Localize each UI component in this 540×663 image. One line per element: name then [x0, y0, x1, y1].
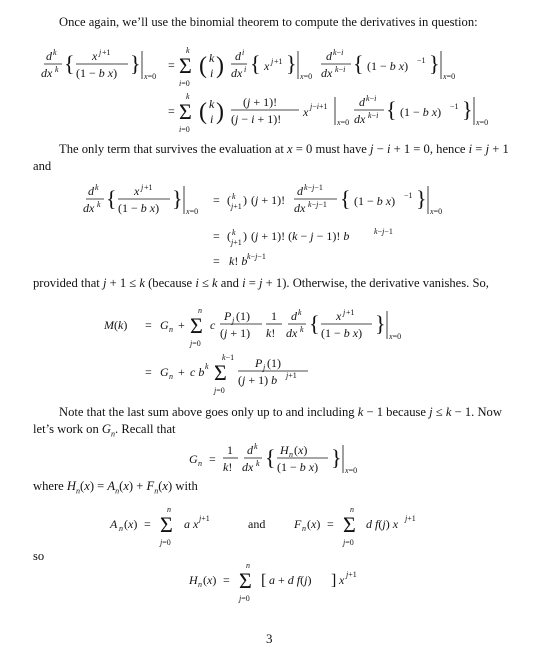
- svg-text:+1: +1: [102, 48, 111, 57]
- svg-text:j: j: [343, 308, 346, 317]
- svg-text:d: d: [88, 184, 94, 198]
- svg-text:−1: −1: [450, 102, 459, 111]
- svg-text:k: k: [209, 51, 215, 65]
- svg-text:j=0: j=0: [190, 339, 201, 348]
- svg-text:G: G: [160, 318, 169, 332]
- svg-text:d: d: [359, 95, 365, 109]
- svg-text:(j + 1)!: (j + 1)!: [243, 95, 278, 109]
- svg-text:n: n: [246, 561, 250, 570]
- svg-text:dx: dx: [41, 66, 53, 80]
- svg-text:i: i: [210, 112, 214, 126]
- equation-3a: [100, 301, 450, 355]
- svg-text:−1: −1: [404, 191, 413, 200]
- svg-text:]: ]: [331, 572, 337, 589]
- svg-text:n: n: [350, 505, 354, 514]
- svg-text:dx: dx: [286, 326, 298, 340]
- equation-5: [100, 502, 440, 554]
- svg-text:d: d: [235, 49, 241, 63]
- svg-text:j+1: j+1: [405, 514, 416, 523]
- svg-text:j+1: j+1: [346, 570, 357, 579]
- svg-text:k: k: [232, 192, 236, 201]
- svg-text:k!: k!: [223, 460, 233, 474]
- svg-text:Σ: Σ: [179, 53, 192, 78]
- svg-text:x=0: x=0: [300, 72, 313, 81]
- svg-text:Σ: Σ: [214, 360, 227, 385]
- svg-text:x: x: [339, 573, 345, 587]
- svg-text:=: =: [327, 517, 334, 531]
- svg-text:j−i+1: j−i+1: [310, 102, 328, 111]
- svg-text:): ): [216, 99, 224, 125]
- svg-text:x=0: x=0: [443, 72, 456, 81]
- svg-text:(: (: [227, 193, 231, 207]
- svg-text:x: x: [264, 59, 270, 73]
- svg-text:}: }: [331, 445, 342, 470]
- svg-text:k−i: k−i: [368, 111, 379, 120]
- svg-text:}: }: [286, 51, 297, 76]
- svg-text:(1 − b x): (1 − b x): [354, 194, 396, 208]
- svg-text:k: k: [53, 48, 57, 57]
- svg-text:(x): (x): [294, 443, 308, 457]
- svg-text:n: n: [169, 372, 173, 381]
- svg-text:G: G: [189, 452, 198, 466]
- svg-text:M(k): M(k): [104, 318, 128, 332]
- svg-text:=: =: [168, 104, 175, 118]
- svg-text:(: (: [199, 99, 207, 125]
- svg-text:a x: a x: [184, 517, 199, 531]
- svg-text:k: k: [97, 200, 101, 209]
- svg-text:P: P: [224, 309, 232, 323]
- svg-text:x=0: x=0: [345, 466, 358, 475]
- svg-text:(j + 1): (j + 1): [220, 326, 251, 340]
- equation-2a: [75, 178, 505, 226]
- equation-2b: [75, 224, 505, 252]
- svg-text:j+1: j+1: [199, 514, 210, 523]
- svg-text:x=0: x=0: [186, 207, 199, 216]
- svg-text:}: }: [462, 97, 473, 122]
- svg-text:{: {: [309, 311, 320, 336]
- svg-text:): ): [216, 53, 224, 79]
- svg-text:dx: dx: [354, 112, 366, 126]
- svg-text:+: +: [178, 318, 185, 332]
- svg-text:=: =: [209, 452, 216, 466]
- svg-text:(1 − b x): (1 − b x): [400, 105, 442, 119]
- svg-text:j=0: j=0: [239, 594, 250, 603]
- svg-text:k−1: k−1: [222, 353, 235, 362]
- svg-text:d: d: [326, 49, 332, 63]
- svg-text:k−j−1: k−j−1: [247, 252, 266, 261]
- svg-text:a + d f(j): a + d f(j): [269, 573, 312, 587]
- svg-text:d: d: [46, 49, 52, 63]
- svg-text:H: H: [280, 443, 289, 457]
- svg-text:{: {: [64, 51, 75, 76]
- svg-text:[: [: [261, 572, 267, 589]
- svg-text:}: }: [172, 186, 183, 211]
- svg-text:=: =: [213, 193, 220, 207]
- svg-text:(1): (1): [236, 309, 250, 323]
- svg-text:}: }: [375, 311, 386, 336]
- svg-text:): ): [243, 193, 247, 207]
- svg-text:j=0: j=0: [343, 538, 354, 547]
- svg-text:d: d: [291, 309, 297, 323]
- svg-text:(1 − b x): (1 − b x): [76, 66, 118, 80]
- equation-6: [185, 558, 425, 610]
- svg-text:(: (: [227, 229, 231, 243]
- svg-text:{: {: [106, 186, 117, 211]
- equation-2c: [75, 249, 505, 275]
- svg-text:Σ: Σ: [190, 313, 203, 338]
- svg-text:k−i: k−i: [333, 48, 344, 57]
- svg-text:n: n: [302, 524, 306, 533]
- svg-text:j=0: j=0: [214, 386, 225, 395]
- svg-text:i=0: i=0: [179, 125, 190, 134]
- svg-text:=: =: [145, 365, 152, 379]
- paragraph-note: Note that the last sum above goes only up to and including k − 1 because j ≤ k − 1. Now let’s work on $G_n$. Recall that: [33, 405, 502, 439]
- svg-text:c: c: [210, 318, 216, 332]
- svg-text:j+1: j+1: [231, 202, 242, 211]
- svg-text:n: n: [167, 505, 171, 514]
- svg-text:x=0: x=0: [389, 332, 402, 341]
- svg-text:k−i: k−i: [366, 94, 377, 103]
- svg-text:x=0: x=0: [144, 72, 157, 81]
- svg-text:i: i: [244, 65, 247, 74]
- svg-text:{: {: [353, 51, 364, 76]
- svg-text:H: H: [189, 573, 198, 587]
- svg-text:x=0: x=0: [476, 118, 489, 127]
- svg-text:=: =: [145, 318, 152, 332]
- svg-text:x=0: x=0: [430, 207, 443, 216]
- paragraph-intro: Once again, we’ll use the binomial theorem to compute the derivatives in question:: [59, 15, 478, 29]
- svg-text:j+1: j+1: [286, 371, 297, 380]
- svg-text:k: k: [186, 92, 190, 101]
- svg-text:(j − i + 1)!: (j − i + 1)!: [231, 112, 282, 126]
- svg-text:k: k: [254, 442, 258, 451]
- svg-text:i=0: i=0: [179, 79, 190, 88]
- svg-text:n: n: [169, 325, 173, 334]
- svg-text:{: {: [340, 186, 351, 211]
- svg-text:k! b: k! b: [229, 254, 248, 268]
- svg-text:and: and: [248, 517, 266, 531]
- svg-text:dx: dx: [294, 201, 306, 215]
- svg-text:k!: k!: [266, 326, 276, 340]
- svg-text:k: k: [256, 459, 260, 468]
- svg-text:G: G: [160, 365, 169, 379]
- page-number: 3: [266, 631, 273, 646]
- svg-text:k: k: [300, 325, 304, 334]
- svg-text:dx: dx: [231, 66, 243, 80]
- svg-text:(j + 1) b: (j + 1) b: [238, 373, 278, 387]
- svg-text:k: k: [186, 46, 190, 55]
- svg-text:(1 − b x): (1 − b x): [321, 326, 363, 340]
- svg-text:(j + 1)! (k − j − 1)! b: (j + 1)! (k − j − 1)! b: [251, 229, 350, 243]
- svg-text:{: {: [386, 97, 397, 122]
- svg-text:}: }: [416, 186, 427, 211]
- svg-text:j: j: [271, 57, 274, 66]
- svg-text:F: F: [294, 517, 302, 531]
- svg-text:(1 − b x): (1 − b x): [118, 201, 160, 215]
- equation-4: [185, 437, 405, 489]
- svg-text:n: n: [198, 306, 202, 315]
- svg-text:n: n: [198, 459, 202, 468]
- svg-text:j: j: [263, 363, 266, 372]
- svg-text:=: =: [213, 254, 220, 268]
- svg-text:dx: dx: [242, 460, 254, 474]
- svg-text:k−i: k−i: [335, 65, 346, 74]
- svg-text:k: k: [209, 97, 215, 111]
- svg-text:dx: dx: [83, 201, 95, 215]
- svg-text:j: j: [99, 48, 102, 57]
- svg-text:−1: −1: [417, 56, 426, 65]
- svg-text:(1 − b x): (1 − b x): [367, 59, 409, 73]
- svg-text:=: =: [213, 229, 220, 243]
- svg-text:(x): (x): [124, 517, 138, 531]
- svg-text:Σ: Σ: [179, 99, 192, 124]
- svg-text:i: i: [242, 48, 245, 57]
- svg-text:): ): [243, 229, 247, 243]
- svg-text:n: n: [198, 580, 202, 589]
- svg-text:d: d: [247, 443, 253, 457]
- svg-text:c b: c b: [190, 365, 205, 379]
- svg-text:{: {: [265, 445, 276, 470]
- svg-text:d f(j) x: d f(j) x: [366, 517, 399, 531]
- svg-text:(x): (x): [307, 517, 321, 531]
- svg-text:i: i: [210, 66, 214, 80]
- svg-text:(: (: [199, 53, 207, 79]
- svg-text:x: x: [92, 49, 98, 63]
- svg-text:k: k: [232, 228, 236, 237]
- svg-text:A: A: [110, 517, 118, 531]
- svg-text:{: {: [250, 51, 261, 76]
- svg-text:1: 1: [227, 443, 233, 457]
- svg-text:=: =: [144, 517, 151, 531]
- svg-text:+: +: [178, 365, 185, 379]
- svg-text:k: k: [95, 183, 99, 192]
- paragraph-provided: provided that j + 1 ≤ k (because i ≤ k and i = j + 1). Otherwise, the derivative vanishes. So,: [33, 276, 489, 290]
- svg-text:k−j−1: k−j−1: [308, 200, 327, 209]
- svg-text:(x): (x): [203, 573, 217, 587]
- svg-text:j: j: [141, 183, 144, 192]
- svg-text:}: }: [429, 51, 440, 76]
- svg-text:+1: +1: [346, 308, 355, 317]
- svg-text:d: d: [297, 184, 303, 198]
- svg-text:(1 − b x): (1 − b x): [277, 460, 319, 474]
- svg-text:+1: +1: [144, 183, 153, 192]
- equation-1b: [33, 87, 533, 141]
- svg-text:j=0: j=0: [160, 538, 171, 547]
- svg-text:n: n: [119, 524, 123, 533]
- svg-text:k: k: [298, 308, 302, 317]
- svg-text:x: x: [303, 105, 309, 119]
- svg-text:x=0: x=0: [337, 118, 350, 127]
- svg-text:=: =: [168, 58, 175, 72]
- svg-text:Σ: Σ: [160, 512, 173, 537]
- svg-text:k: k: [205, 362, 209, 371]
- svg-text:Σ: Σ: [239, 568, 252, 593]
- svg-text:k−j−1: k−j−1: [374, 227, 393, 236]
- svg-text:j+1: j+1: [231, 238, 242, 247]
- svg-text:x: x: [336, 309, 342, 323]
- svg-text:}: }: [130, 51, 141, 76]
- svg-text:dx: dx: [321, 66, 333, 80]
- svg-text:+1: +1: [274, 57, 283, 66]
- svg-text:1: 1: [271, 309, 277, 323]
- svg-text:P: P: [255, 356, 263, 370]
- svg-text:=: =: [223, 573, 230, 587]
- svg-text:j: j: [232, 316, 235, 325]
- paragraph-so: so: [33, 549, 45, 563]
- svg-text:n: n: [289, 450, 293, 459]
- svg-text:Σ: Σ: [343, 512, 356, 537]
- svg-text:k−j−1: k−j−1: [304, 183, 323, 192]
- paragraph-survives: The only term that survives the evaluation at x = 0 must have j − i + 1 = 0, hence i = j + 1 and: [33, 142, 509, 173]
- svg-text:k: k: [55, 65, 59, 74]
- svg-text:(1): (1): [267, 356, 281, 370]
- equation-3b: [100, 350, 450, 402]
- svg-text:(j + 1)!: (j + 1)!: [251, 193, 286, 207]
- svg-text:x: x: [134, 184, 140, 198]
- paragraph-where: where $H_n(x) = A_n(x) + F_n(x)$ with: [33, 479, 198, 496]
